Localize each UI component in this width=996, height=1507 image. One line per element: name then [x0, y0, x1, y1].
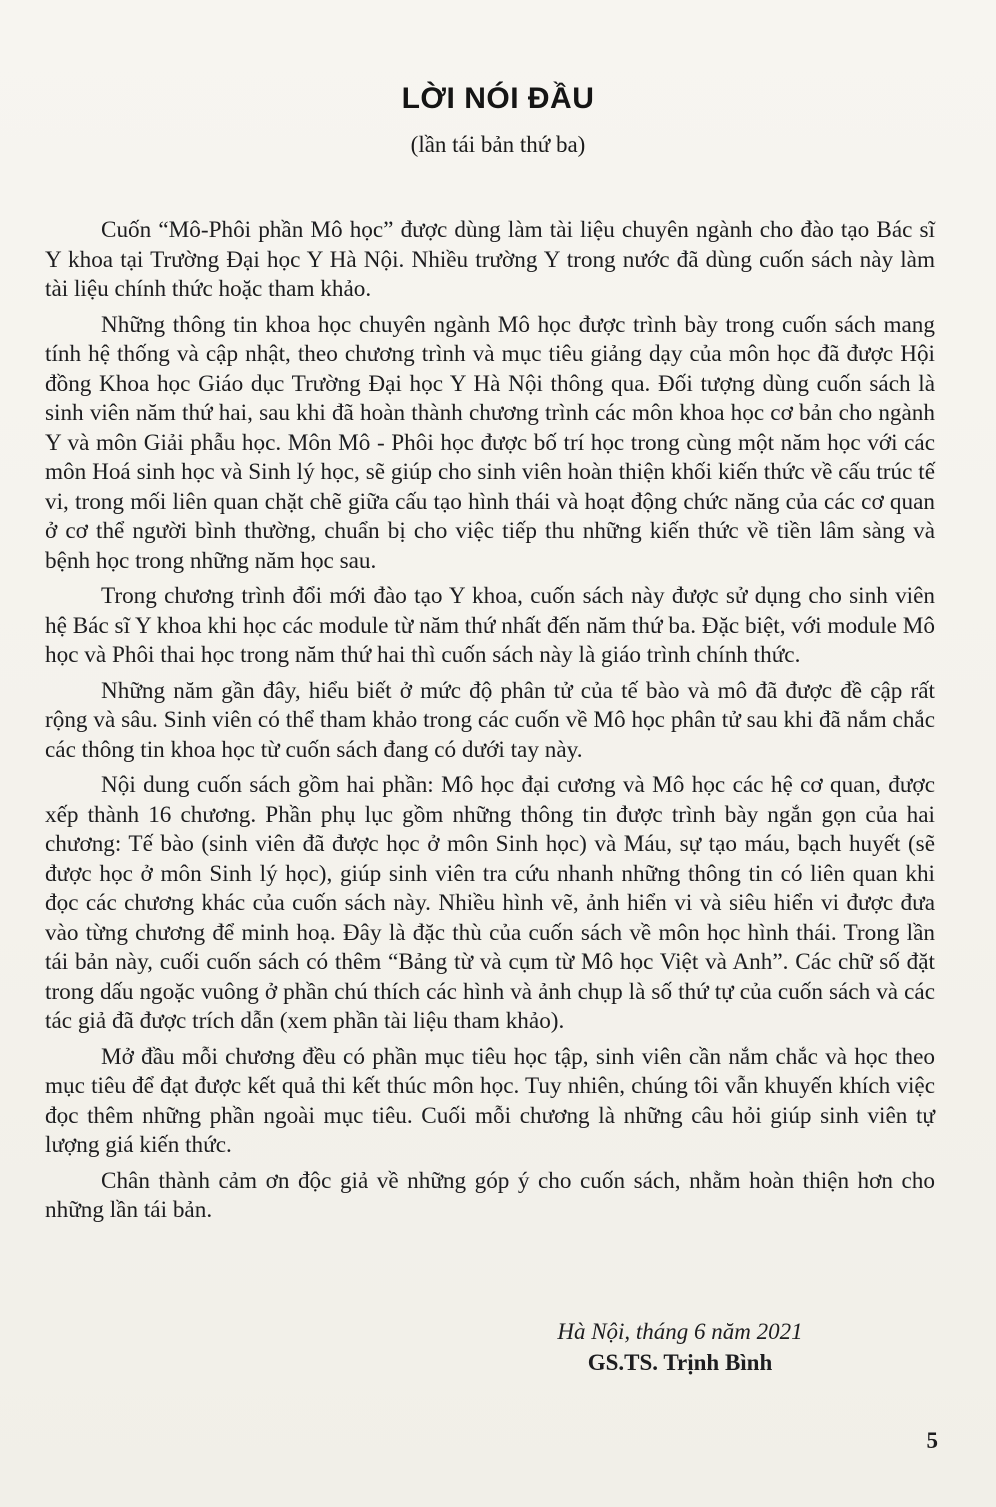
- author-name: GS.TS. Trịnh Bình: [587, 1350, 773, 1375]
- paragraph-4: Những năm gần đây, hiểu biết ở mức độ phân tử của tế bào và mô đã được đề cập rất rộng và sâu. Sinh viên có thể tham khảo trong các cuốn về Mô học phân tử sau khi đã nắm chắc các thông tin khoa học từ cuốn sách đang có dưới tay này.: [45, 677, 935, 763]
- paragraph-7: Chân thành cảm ơn độc giả về những góp ý cho cuốn sách, nhằm hoàn thiện hơn cho những lần tái bản.: [45, 1167, 935, 1223]
- paragraph-2: Những thông tin khoa học chuyên ngành Mô học được trình bày trong cuốn sách mang tính hệ thống và cập nhật, theo chương trình và mục tiêu giảng dạy của môn học đã được Hội đồng Khoa học Giáo dục Trường Đại học Y Hà Nội thông qua. Đối tượng dùng cuốn sách là sinh viên năm thứ hai, sau khi đã hoàn thành chương trình các môn khoa học cơ bản cho ngành Y và môn Giải phẫu học. Môn Mô - Phôi học được bố trí học trong cùng một năm học với các môn Hoá sinh học và Sinh lý học, sẽ giúp cho sinh viên hoàn thiện khối kiến thức về cấu trúc tế vi, trong mối liên quan chặt chẽ giữa cấu tạo hình thái và hoạt động chức năng của các cơ quan ở cơ thể người bình thường, chuẩn bị cho việc tiếp thu những kiến thức về tiền lâm sàng và bệnh học trong những năm học sau.: [45, 311, 935, 574]
- paragraph-5: Nội dung cuốn sách gồm hai phần: Mô học đại cương và Mô học các hệ cơ quan, được xếp thành 16 chương. Phần phụ lục gồm những thông tin được trình bày ngắn gọn của hai chương: Tế bào (sinh viên đã được học ở môn Sinh học) và Máu, sự tạo máu, bạch huyết (sẽ được học ở môn Sinh lý học), giúp sinh viên tra cứu nhanh những thông tin có liên quan khi đọc các chương khác của cuốn sách này. Nhiều hình vẽ, ảnh hiển vi và siêu hiển vi được đưa vào từng chương để minh hoạ. Đây là đặc thù của cuốn sách về môn học hình thái. Trong lần tái bản này, cuối cuốn sách có thêm “Bảng từ và cụm từ Mô học Việt và Anh”. Các chữ số đặt trong dấu ngoặc vuông ở phần chú thích các hình và ảnh chụp là số thứ tự của cuốn sách và các tác giả đã được trích dẫn (xem phần tài liệu tham khảo).: [45, 772, 935, 1034]
- preface-body: [45, 216, 935, 1232]
- signoff-block: [530, 1316, 830, 1378]
- page-subtitle: (lần tái bản thứ ba): [410, 132, 586, 157]
- paragraph-6: Mở đầu mỗi chương đều có phần mục tiêu học tập, sinh viên cần nắm chắc và học theo mục tiêu để đạt được kết quả thi kết thúc môn học. Tuy nhiên, chúng tôi vẫn khuyến khích việc đọc thêm những phần ngoài mục tiêu. Cuối mỗi chương là những câu hỏi giúp sinh viên tự lượng giá kiến thức.: [45, 1043, 935, 1158]
- page-title: LỜI NÓI ĐẦU: [401, 82, 595, 115]
- page-number: 5: [926, 1428, 938, 1453]
- place-date: Hà Nội, tháng 6 năm 2021: [557, 1319, 803, 1344]
- paragraph-3: Trong chương trình đổi mới đào tạo Y khoa, cuốn sách này được sử dụng cho sinh viên hệ Bác sĩ Y khoa khi học các module từ năm thứ nhất đến năm thứ ba. Đặc biệt, với module Mô học và Phôi thai học trong năm thứ hai thì cuốn sách này là giáo trình chính thức.: [45, 583, 935, 668]
- paragraph-1: Cuốn “Mô-Phôi phần Mô học” được dùng làm tài liệu chuyên ngành cho đào tạo Bác sĩ Y khoa tại Trường Đại học Y Hà Nội. Nhiều trường Y trong nước đã dùng cuốn sách này làm tài liệu chính thức hoặc tham khảo.: [45, 217, 935, 302]
